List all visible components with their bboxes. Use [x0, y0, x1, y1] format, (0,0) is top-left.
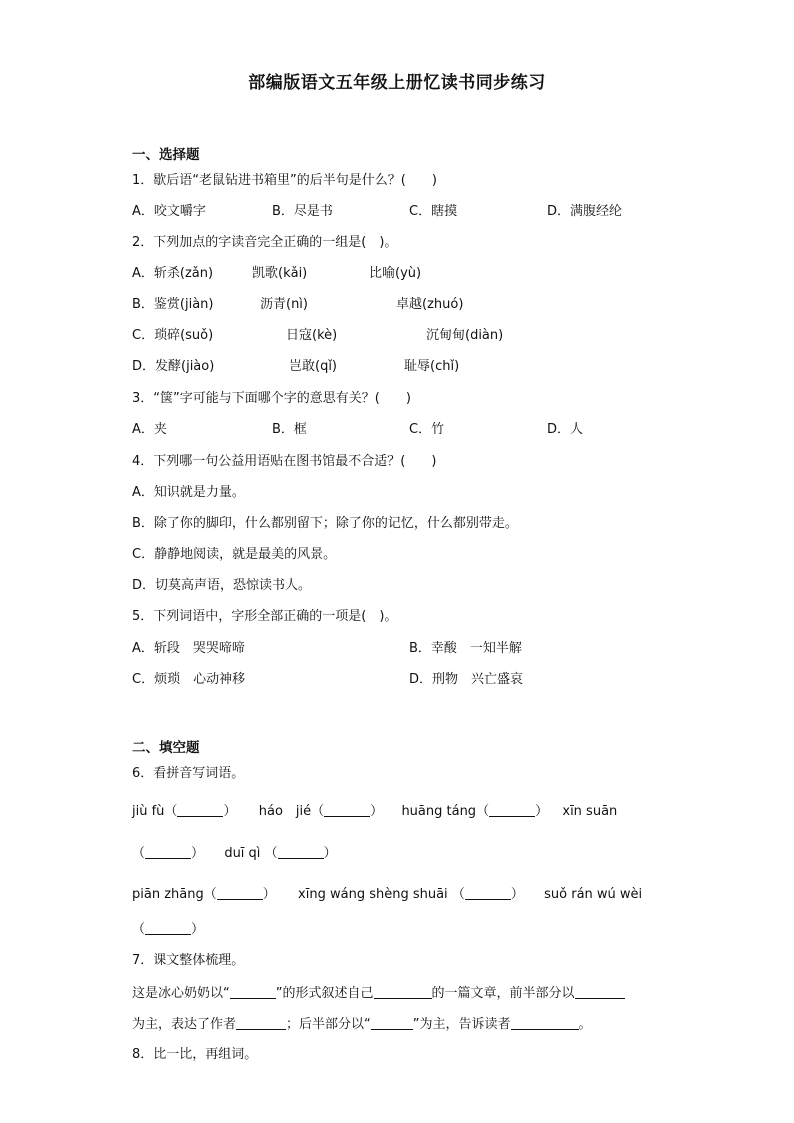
answer-blank[interactable] [278, 844, 324, 859]
question-5-options-row-1 [132, 640, 692, 658]
q2-b-word-1: B．鉴赏(jiàn) [132, 297, 214, 312]
q4-option-c[interactable]: C．静静地阅读，就是最美的风景。 [132, 547, 337, 562]
question-7-stem: 7．课文整体梳理。 [132, 953, 245, 968]
pinyin-3: huāng táng [401, 804, 477, 819]
page-title: 部编版语文五年级上册忆读书同步练习 [248, 73, 546, 93]
question-8-stem: 8．比一比，再组词。 [132, 1047, 258, 1062]
q2-option-d[interactable] [132, 358, 692, 376]
answer-blank[interactable] [374, 984, 432, 999]
q7-line-2: 为主，表达了作者 ；后半部分以“ ”为主，告诉读者 。 [132, 1017, 592, 1032]
pinyin-8: suǒ rán wú wèi [544, 887, 643, 902]
question-5-stem: 5．下列词语中，字形全部正确的一项是( )。 [132, 609, 398, 624]
pinyin-4: xīn suān [562, 804, 618, 819]
q2-d-word-3: 耻辱(chǐ) [404, 359, 460, 374]
answer-blank[interactable] [217, 885, 263, 900]
pinyin-1: jiù fù [132, 804, 165, 819]
question-6-stem: 6．看拼音写词语。 [132, 766, 245, 781]
q6-row-1: jiù fù（ ） háo jié（ ） huāng táng（ ） xīn suān [132, 804, 618, 819]
section-heading-fill: 二、填空题 [132, 740, 200, 756]
q3-option-d[interactable]: D．人 [547, 422, 584, 437]
pinyin-7: xīng wáng shèng shuāi [298, 887, 448, 902]
q5-option-c[interactable]: C．烦琐 心动神移 [132, 672, 246, 687]
pinyin-5: duī qì [224, 846, 261, 861]
question-3-stem: 3．“箧”字可能与下面哪个字的意思有关？( ) [132, 391, 411, 406]
q3-option-c[interactable]: C．竹 [409, 422, 445, 437]
answer-blank[interactable] [575, 984, 625, 999]
q2-a-word-3: 比喻(yù) [369, 266, 422, 281]
q2-a-word-1: A．斩杀(zǎn) [132, 266, 214, 281]
q2-c-word-3: 沉甸甸(diàn) [426, 328, 504, 343]
q2-b-word-2: 沥青(nì) [260, 297, 308, 312]
q2-option-c[interactable] [132, 327, 692, 345]
answer-blank[interactable] [230, 984, 276, 999]
q3-option-b[interactable]: B．框 [272, 422, 307, 437]
q5-option-a[interactable]: A．斩段 哭哭啼啼 [132, 641, 245, 656]
q3-option-a[interactable]: A．夹 [132, 422, 167, 437]
pinyin-2: háo jié [258, 804, 312, 819]
answer-blank[interactable] [511, 1015, 579, 1030]
answer-blank[interactable] [371, 1015, 413, 1030]
q6-row-2: （ ） duī qì （ ） [132, 846, 337, 861]
q2-c-word-1: C．琐碎(suǒ) [132, 328, 214, 343]
answer-blank[interactable] [145, 920, 191, 935]
q2-option-b[interactable] [132, 296, 692, 314]
q2-b-word-3: 卓越(zhuó) [396, 297, 464, 312]
section-heading-choice: 一、选择题 [132, 147, 200, 163]
question-5-options-row-2 [132, 671, 692, 689]
q2-option-a[interactable] [132, 265, 692, 283]
q2-d-word-2: 岂敢(qǐ) [289, 359, 338, 374]
answer-blank[interactable] [489, 802, 535, 817]
q5-option-d[interactable]: D．刑物 兴亡盛哀 [409, 672, 524, 687]
q1-option-b[interactable]: B．尽是书 [272, 204, 333, 219]
question-2-stem: 2．下列加点的字读音完全正确的一组是( )。 [132, 235, 398, 250]
question-1-options [132, 203, 692, 221]
q1-option-c[interactable]: C．瞎摸 [409, 204, 458, 219]
answer-blank[interactable] [465, 885, 511, 900]
q2-d-word-1: D．发酵(jiào) [132, 359, 215, 374]
pinyin-6: piān zhāng [132, 887, 204, 902]
answer-blank[interactable] [145, 844, 191, 859]
question-1-stem: 1．歇后语“老鼠钻进书箱里”的后半句是什么？( ) [132, 173, 437, 188]
q2-a-word-2: 凯歌(kǎi) [252, 266, 308, 281]
q6-row-3: piān zhāng（ ） xīng wáng shèng shuāi （ ） suǒ rán wú wèi [132, 887, 643, 902]
q2-c-word-2: 日寇(kè) [286, 328, 338, 343]
q6-row-4: （ ） [132, 922, 205, 937]
q1-option-d[interactable]: D．满腹经纶 [547, 204, 623, 219]
q7-line-1: 这是冰心奶奶以“ ”的形式叙述自己 的一篇文章，前半部分以 [132, 984, 625, 1003]
q4-option-a[interactable]: A．知识就是力量。 [132, 485, 245, 500]
question-4-stem: 4．下列哪一句公益用语贴在图书馆最不合适？( ) [132, 454, 437, 469]
answer-blank[interactable] [236, 1015, 286, 1030]
q1-option-a[interactable]: A．咬文嚼字 [132, 204, 206, 219]
question-3-options [132, 421, 692, 439]
answer-blank[interactable] [177, 802, 223, 817]
q4-option-b[interactable]: B．除了你的脚印，什么都别留下；除了你的记忆，什么都别带走。 [132, 516, 518, 531]
q5-option-b[interactable]: B．幸酸 一知半解 [409, 641, 522, 656]
answer-blank[interactable] [324, 802, 370, 817]
q4-option-d[interactable]: D．切莫高声语，恐惊读书人。 [132, 578, 312, 593]
